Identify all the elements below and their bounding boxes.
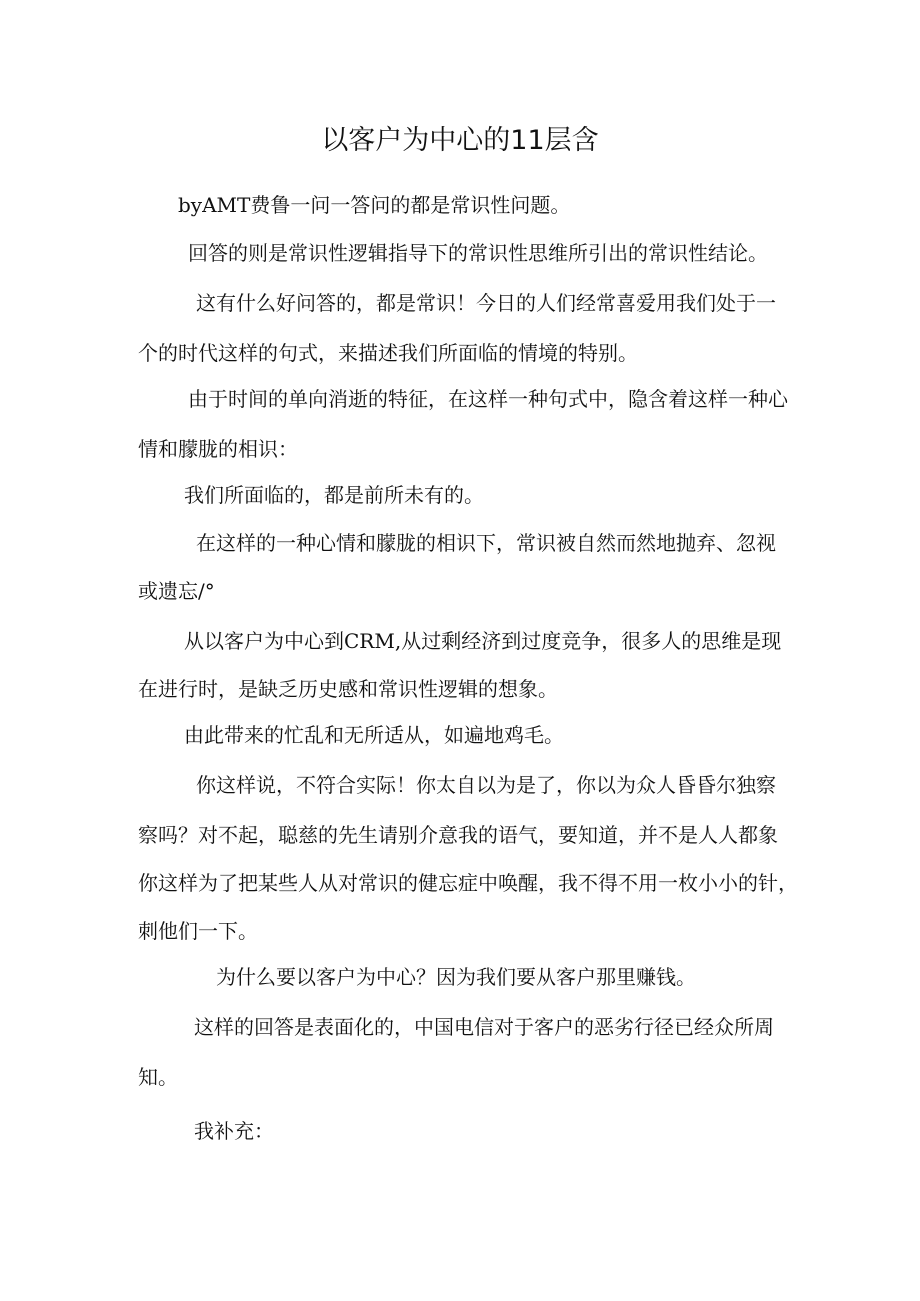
paragraph-line-13: 你这样说，不符合实际！你太自以为是了，你以为众人昏昏尔独察 [196,773,776,797]
paragraph-line-15: 你这样为了把某些人从对常识的健忘症中唤醒，我不得不用一枚小小的针， [138,871,798,895]
paragraph-line-2: 回答的则是常识性逻辑指导下的常识性思维所引出的常识性结论。 [188,241,768,265]
paragraph-line-6: 情和朦胧的相识： [138,437,298,461]
paragraph-line-9: 或遗忘/° [138,579,215,603]
paragraph-line-18: 这样的回答是表面化的，中国电信对于客户的恶劣行径已经众所周 [194,1015,774,1039]
paragraph-line-20: 我补充： [194,1119,274,1143]
paragraph-line-12: 由此带来的忙乱和无所适从，如遍地鸡毛。 [184,723,564,747]
paragraph-line-5: 由于时间的单向消逝的特征，在这样一种句式中，隐含着这样一种心 [188,387,788,411]
paragraph-line-1: byAMT费鲁一问一答问的都是常识性问题。 [178,193,571,217]
paragraph-line-16: 刺他们一下。 [138,919,258,943]
paragraph-line-8: 在这样的一种心情和朦胧的相识下，常识被自然而然地抛弃、忽视 [196,531,776,555]
paragraph-line-10: 从以客户为中心到CRM,从过剩经济到过度竞争，很多人的思维是现 [184,629,782,653]
document-title: 以客户为中心的11层含 [321,125,599,156]
paragraph-line-11: 在进行时，是缺乏历史感和常识性逻辑的想象。 [138,677,558,701]
paragraph-line-19: 知。 [138,1065,178,1089]
paragraph-line-7: 我们所面临的，都是前所未有的。 [184,483,484,507]
paragraph-line-4: 个的时代这样的句式，来描述我们所面临的情境的特别。 [138,341,638,365]
paragraph-line-17: 为什么要以客户为中心？因为我们要从客户那里赚钱。 [216,965,696,989]
paragraph-line-14: 察吗？对不起，聪慈的先生请别介意我的语气，要知道，并不是人人都象 [138,823,778,847]
paragraph-line-3: 这有什么好问答的，都是常识！今日的人们经常喜爱用我们处于一 [196,291,776,315]
